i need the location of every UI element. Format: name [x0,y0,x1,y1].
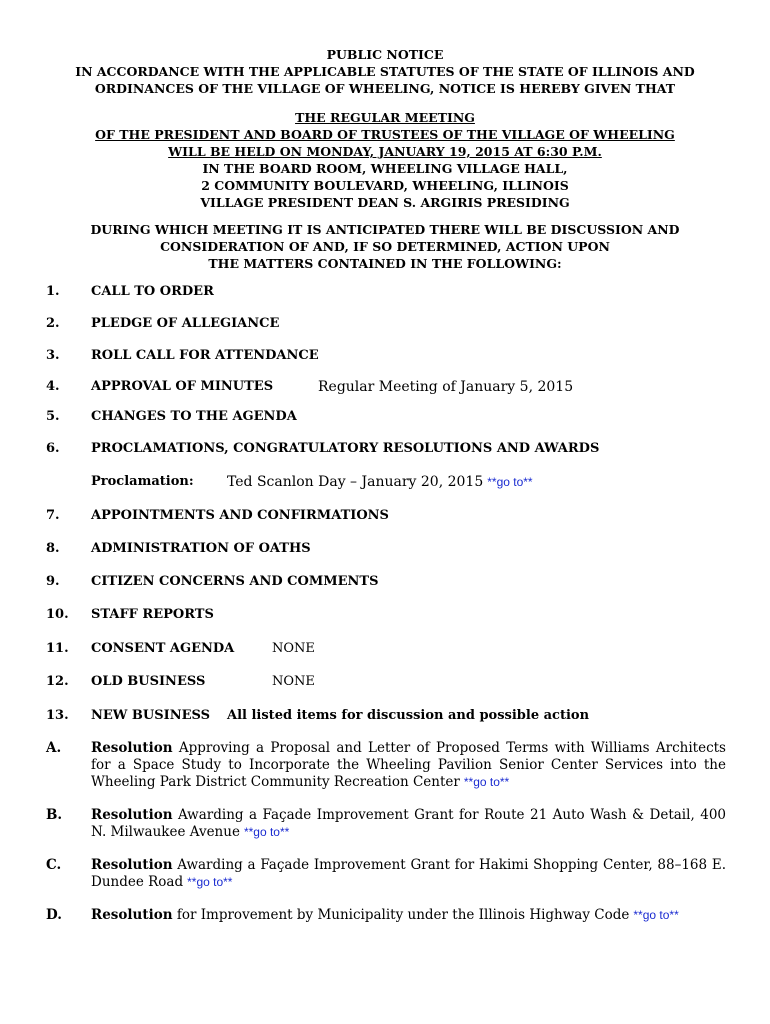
item-title: PROCLAMATIONS, CONGRATULATORY RESOLUTIONS AND AWARDS [91,441,600,456]
meeting-location: IN THE BOARD ROOM, WHEELING VILLAGE HALL, [202,161,568,176]
resolution-text: Awarding a Façade Improvement Grant for Route 21 Auto Wash & Detail, 400 N. Milwaukee Avenue [91,807,726,840]
item-value: Regular Meeting of January 5, 2015 [318,379,574,395]
goto-link[interactable]: **go to** [187,875,233,889]
item-value: All listed items for discussion and possible action [227,708,590,723]
meeting-details [30,109,740,211]
item-number: 12. [46,674,69,689]
meeting-title: THE REGULAR MEETING [295,110,475,125]
notice-title: PUBLIC NOTICE [326,47,444,62]
notice-header-line: ORDINANCES OF THE VILLAGE OF WHEELING, NOTICE IS HEREBY GIVEN THAT [94,81,676,96]
agenda-item [46,283,736,301]
proclamation-entry [227,473,533,491]
during-line: THE MATTERS CONTAINED IN THE FOLLOWING: [208,256,562,271]
item-title: OLD BUSINESS [91,674,206,689]
notice-header-line: IN ACCORDANCE WITH THE APPLICABLE STATUTES OF THE STATE OF ILLINOIS AND [75,64,695,79]
resolution-label: Resolution [91,907,173,923]
resolution-label: Resolution [91,807,173,823]
resolution-letter: D. [46,907,62,923]
item-title: CITIZEN CONCERNS AND COMMENTS [91,574,379,589]
goto-link[interactable]: **go to** [463,775,510,789]
proclamation-row [46,473,736,491]
agenda-item [46,378,736,396]
item-title: APPROVAL OF MINUTES [91,379,274,394]
item-number: 6. [46,441,60,456]
proclamation-label: Proclamation: [91,474,194,489]
item-title: CALL TO ORDER [91,284,214,299]
item-number: 2. [46,316,60,331]
resolution-text: for Improvement by Municipality under the Illinois Highway Code [172,907,630,923]
item-title: ADMINISTRATION OF OATHS [91,541,311,556]
during-line: CONSIDERATION OF AND, IF SO DETERMINED, ACTION UPON [160,239,610,254]
resolution-letter: C. [46,857,62,873]
item-title: CONSENT AGENDA [91,641,235,656]
item-value: NONE [272,641,315,656]
goto-link[interactable]: **go to** [487,475,533,489]
goto-link[interactable]: **go to** [243,825,290,839]
meeting-address: 2 COMMUNITY BOULEVARD, WHEELING, ILLINOIS [201,178,569,193]
item-number: 8. [46,541,60,556]
agenda-item [46,408,736,426]
notice-header [30,46,740,97]
item-title: PLEDGE OF ALLEGIANCE [91,316,280,331]
agenda-item [46,347,736,365]
agenda-item [46,673,736,691]
item-title: STAFF REPORTS [91,607,214,622]
item-number: 10. [46,607,69,622]
resolution-text: Awarding a Façade Improvement Grant for Hakimi Shopping Center, 88–168 E. Dundee Road [91,857,726,890]
item-number: 13. [46,708,69,723]
item-number: 9. [46,574,60,589]
item-number: 11. [46,641,69,656]
agenda-item [46,540,736,558]
item-number: 1. [46,284,60,299]
item-number: 5. [46,409,60,424]
agenda-item [46,315,736,333]
resolution-letter: A. [46,740,62,756]
item-title: APPOINTMENTS AND CONFIRMATIONS [91,508,389,523]
resolution-body [91,857,726,891]
item-title: ROLL CALL FOR ATTENDANCE [91,348,319,363]
agenda-item [46,707,736,725]
during-line: DURING WHICH MEETING IT IS ANTICIPATED THERE WILL BE DISCUSSION AND [90,222,680,237]
during-statement [30,221,740,272]
resolution-text: Approving a Proposal and Letter of Proposed Terms with Williams Architects for a Space Study to Incorporate the Wheeling Pavilion Senior Center Services into the Wheeling Park District Community Recreation Center [91,740,726,790]
meeting-date: WILL BE HELD ON MONDAY, JANUARY 19, 2015 AT 6:30 P.M. [168,144,602,159]
item-value: NONE [272,674,315,689]
proclamation-text: Ted Scanlon Day – January 20, 2015 [227,474,484,490]
agenda-item [46,606,736,624]
item-number: 4. [46,379,60,394]
item-number: 7. [46,508,60,523]
agenda-item [46,440,736,458]
goto-link[interactable]: **go to** [633,908,679,922]
resolution-letter: B. [46,807,63,823]
agenda-item [46,507,736,525]
meeting-presiding: VILLAGE PRESIDENT DEAN S. ARGIRIS PRESIDING [200,195,570,210]
resolution-label: Resolution [91,740,173,756]
resolution-body [91,907,726,924]
item-number: 3. [46,348,60,363]
item-title: CHANGES TO THE AGENDA [91,409,297,424]
agenda-item [46,640,736,658]
agenda-item [46,573,736,591]
resolution-body [91,807,726,841]
meeting-line: OF THE PRESIDENT AND BOARD OF TRUSTEES OF THE VILLAGE OF WHEELING [95,127,675,142]
item-title: NEW BUSINESS [91,708,210,723]
resolution-body [91,740,726,791]
resolution-label: Resolution [91,857,173,873]
